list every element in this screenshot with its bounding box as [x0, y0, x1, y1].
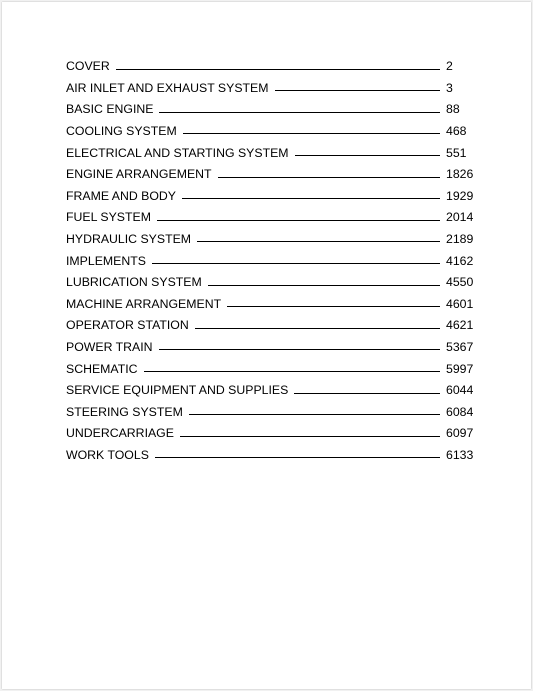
toc-leader-line — [208, 285, 440, 286]
toc-entry-title: POWER TRAIN — [66, 340, 153, 355]
toc-entry[interactable] — [66, 399, 476, 421]
toc-leader-line — [195, 328, 440, 329]
toc-entry-page: 5367 — [446, 340, 474, 355]
toc-entry-title: UNDERCARRIAGE — [66, 426, 174, 441]
toc-entry[interactable] — [66, 269, 476, 291]
toc-leader-line — [197, 241, 440, 242]
toc-entry[interactable] — [66, 139, 476, 161]
toc-entry[interactable] — [66, 204, 476, 226]
toc-leader-line — [155, 457, 440, 458]
toc-leader-line — [183, 133, 440, 134]
toc-entry-title: COOLING SYSTEM — [66, 124, 177, 139]
toc-entry-title: WORK TOOLS — [66, 447, 149, 462]
toc-entry-title: HYDRAULIC SYSTEM — [66, 232, 192, 247]
toc-entry-page: 6097 — [446, 426, 474, 441]
toc-leader-line — [295, 155, 440, 156]
document-page — [2, 2, 531, 689]
toc-leader-line — [157, 220, 440, 221]
toc-entry-title: ENGINE ARRANGEMENT — [66, 167, 212, 182]
toc-entry[interactable] — [66, 183, 476, 205]
toc-entry[interactable] — [66, 312, 476, 334]
toc-entry-title: SCHEMATIC — [66, 361, 138, 376]
toc-entry-page: 4162 — [446, 253, 474, 268]
toc-leader-line — [144, 371, 440, 372]
toc-entry-page: 1929 — [446, 188, 474, 203]
toc-entry-page: 2 — [446, 59, 453, 74]
toc-entry-page: 5997 — [446, 361, 474, 376]
toc-entry-page: 4550 — [446, 275, 474, 290]
toc-entry[interactable] — [66, 226, 476, 248]
toc-leader-line — [182, 198, 440, 199]
toc-entry-page: 2014 — [446, 210, 474, 225]
table-of-contents — [66, 53, 476, 463]
toc-leader-line — [159, 349, 440, 350]
toc-entry-title: BASIC ENGINE — [66, 102, 154, 117]
toc-entry-title: MACHINE ARRANGEMENT — [66, 296, 222, 311]
toc-entry-title: FUEL SYSTEM — [66, 210, 151, 225]
toc-entry-title: FRAME AND BODY — [66, 188, 177, 203]
toc-entry-title: COVER — [66, 59, 110, 74]
toc-entry-title: LUBRICATION SYSTEM — [66, 275, 202, 290]
toc-entry[interactable] — [66, 355, 476, 377]
toc-entry[interactable] — [66, 161, 476, 183]
toc-leader-line — [275, 90, 441, 91]
toc-entry-page: 6133 — [446, 447, 474, 462]
toc-leader-line — [152, 263, 440, 264]
toc-entry-page: 468 — [446, 124, 467, 139]
toc-entry[interactable] — [66, 118, 476, 140]
toc-entry[interactable] — [66, 247, 476, 269]
toc-entry[interactable] — [66, 75, 476, 97]
toc-entry-page: 4621 — [446, 318, 474, 333]
toc-entry-page: 1826 — [446, 167, 474, 182]
toc-entry[interactable] — [66, 53, 476, 75]
toc-leader-line — [159, 112, 440, 113]
toc-entry-page: 6084 — [446, 404, 474, 419]
toc-entry[interactable] — [66, 420, 476, 442]
toc-entry[interactable] — [66, 291, 476, 313]
toc-entry-page: 2189 — [446, 232, 474, 247]
toc-leader-line — [294, 393, 440, 394]
toc-entry-page: 551 — [446, 145, 467, 160]
toc-entry-title: STEERING SYSTEM — [66, 404, 183, 419]
toc-leader-line — [218, 177, 440, 178]
toc-entry-title: OPERATOR STATION — [66, 318, 189, 333]
toc-entry-page: 3 — [446, 80, 453, 95]
toc-entry-title: AIR INLET AND EXHAUST SYSTEM — [66, 80, 269, 95]
toc-entry-page: 88 — [446, 102, 460, 117]
toc-leader-line — [227, 306, 440, 307]
toc-entry[interactable] — [66, 442, 476, 464]
toc-entry-title: SERVICE EQUIPMENT AND SUPPLIES — [66, 383, 289, 398]
toc-entry-title: IMPLEMENTS — [66, 253, 146, 268]
toc-leader-line — [180, 436, 440, 437]
toc-entry-title: ELECTRICAL AND STARTING SYSTEM — [66, 145, 289, 160]
toc-entry[interactable] — [66, 334, 476, 356]
toc-entry[interactable] — [66, 96, 476, 118]
toc-leader-line — [189, 414, 440, 415]
toc-entry-page: 4601 — [446, 296, 474, 311]
toc-entry[interactable] — [66, 377, 476, 399]
toc-entry-page: 6044 — [446, 383, 474, 398]
toc-leader-line — [116, 69, 440, 70]
